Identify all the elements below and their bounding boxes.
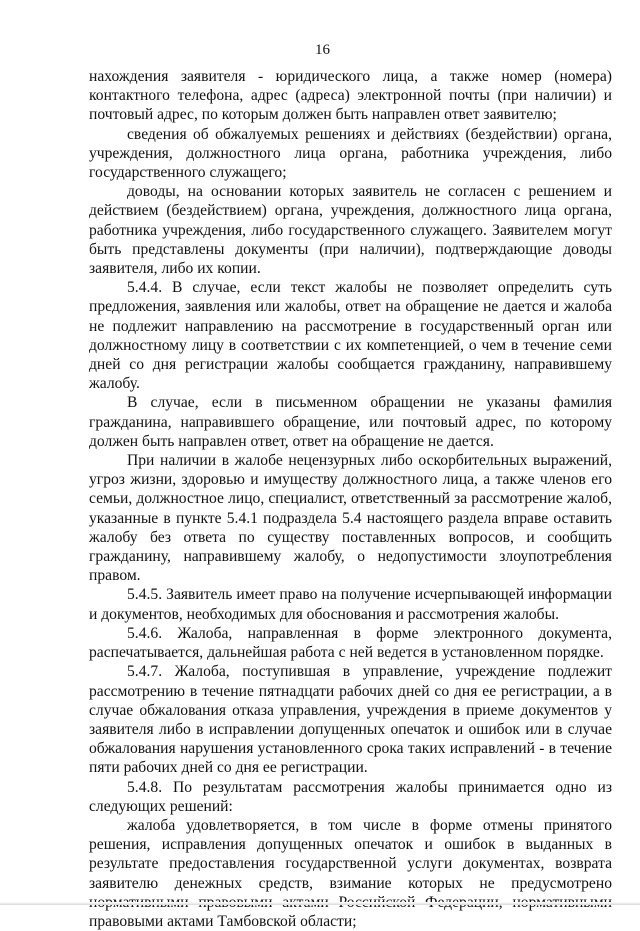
page-number: 16 [315,42,330,58]
paragraph: 5.4.7. Жалоба, поступившая в управление, учреждение подлежит рассмотрению в течение пятнадцати рабочих дней со дня ее регистрации, а в случае обжалования отказа управления, учреждения в приеме документов у заявителя либо в исправлении допущенных опечаток и ошибок или в случае обжалования нарушения установленного срока таких исправлений - в течение пяти рабочих дней со дня ее регистрации. [89,663,612,777]
paragraph: 5.4.4. В случае, если текст жалобы не позволяет определить суть предложения, заявления или жалобы, ответ на обращение не дается и жалоба не подлежит направлению на рассмотрение в государственный орган или должностному лицу в соответствии с их компетенцией, о чем в течение семи дней со дня регистрации жалобы сообщается гражданину, направившему жалобу. [89,279,612,393]
paragraph: нахождения заявителя - юридического лица, а также номер (номера) контактного телефона, адрес (адреса) электронной почты (при наличии) и почтовый адрес, по которым должен быть направлен ответ заявителю; [89,68,612,124]
body-text [89,67,612,931]
paragraph: 5.4.5. Заявитель имеет право на получение исчерпывающей информации и документов, необходимых для обоснования и рассмотрения жалобы. [89,586,612,623]
paragraph: 5.4.8. По результатам рассмотрения жалобы принимается одно из следующих решений: [89,778,612,815]
paragraph: При наличии в жалобе нецензурных либо оскорбительных выражений, угроз жизни, здоровью и имуществу должностного лица, а также членов его семьи, должностное лицо, специалист, ответственный за рассмотрение жалоб, указанные в пункте 5.4.1 подраздела 5.4 настоящего раздела вправе оставить жалобу без ответа по существу поставленных вопросов, и сообщить гражданину, направившему жалобу, о недопустимости злоупотребления правом. [89,452,612,585]
paragraph: В случае, если в письменном обращении не указаны фамилия гражданина, направившего обращение, или почтовый адрес, по которому должен быть направлен ответ, ответ на обращение не дается. [89,394,612,450]
paragraph: доводы, на основании которых заявитель не согласен с решением и действием (бездействием) органа, учреждения, должностного лица органа, работника учреждения, либо государственного служащего. Заявителем могут быть представлены документы (при наличии), подтверждающие доводы заявителя, либо их копии. [89,183,612,278]
paragraph: 5.4.6. Жалоба, направленная в форме электронного документа, распечатывается, дальнейшая работа с ней ведется в установленном порядке. [89,624,612,662]
paragraph: сведения об обжалуемых решениях и действиях (бездействии) органа, учреждения, должностного лица органа, работника учреждения, либо государственного служащего; [89,125,612,182]
paragraph: жалоба удовлетворяется, в том числе в форме отмены принятого решения, исправления допущенных опечаток и ошибок в выданных в результате предоставления государственной услуги документах, возврата заявителю денежных средств, взимание которых не предусмотрено правовыми актами Тамбовской области; [89,816,612,930]
